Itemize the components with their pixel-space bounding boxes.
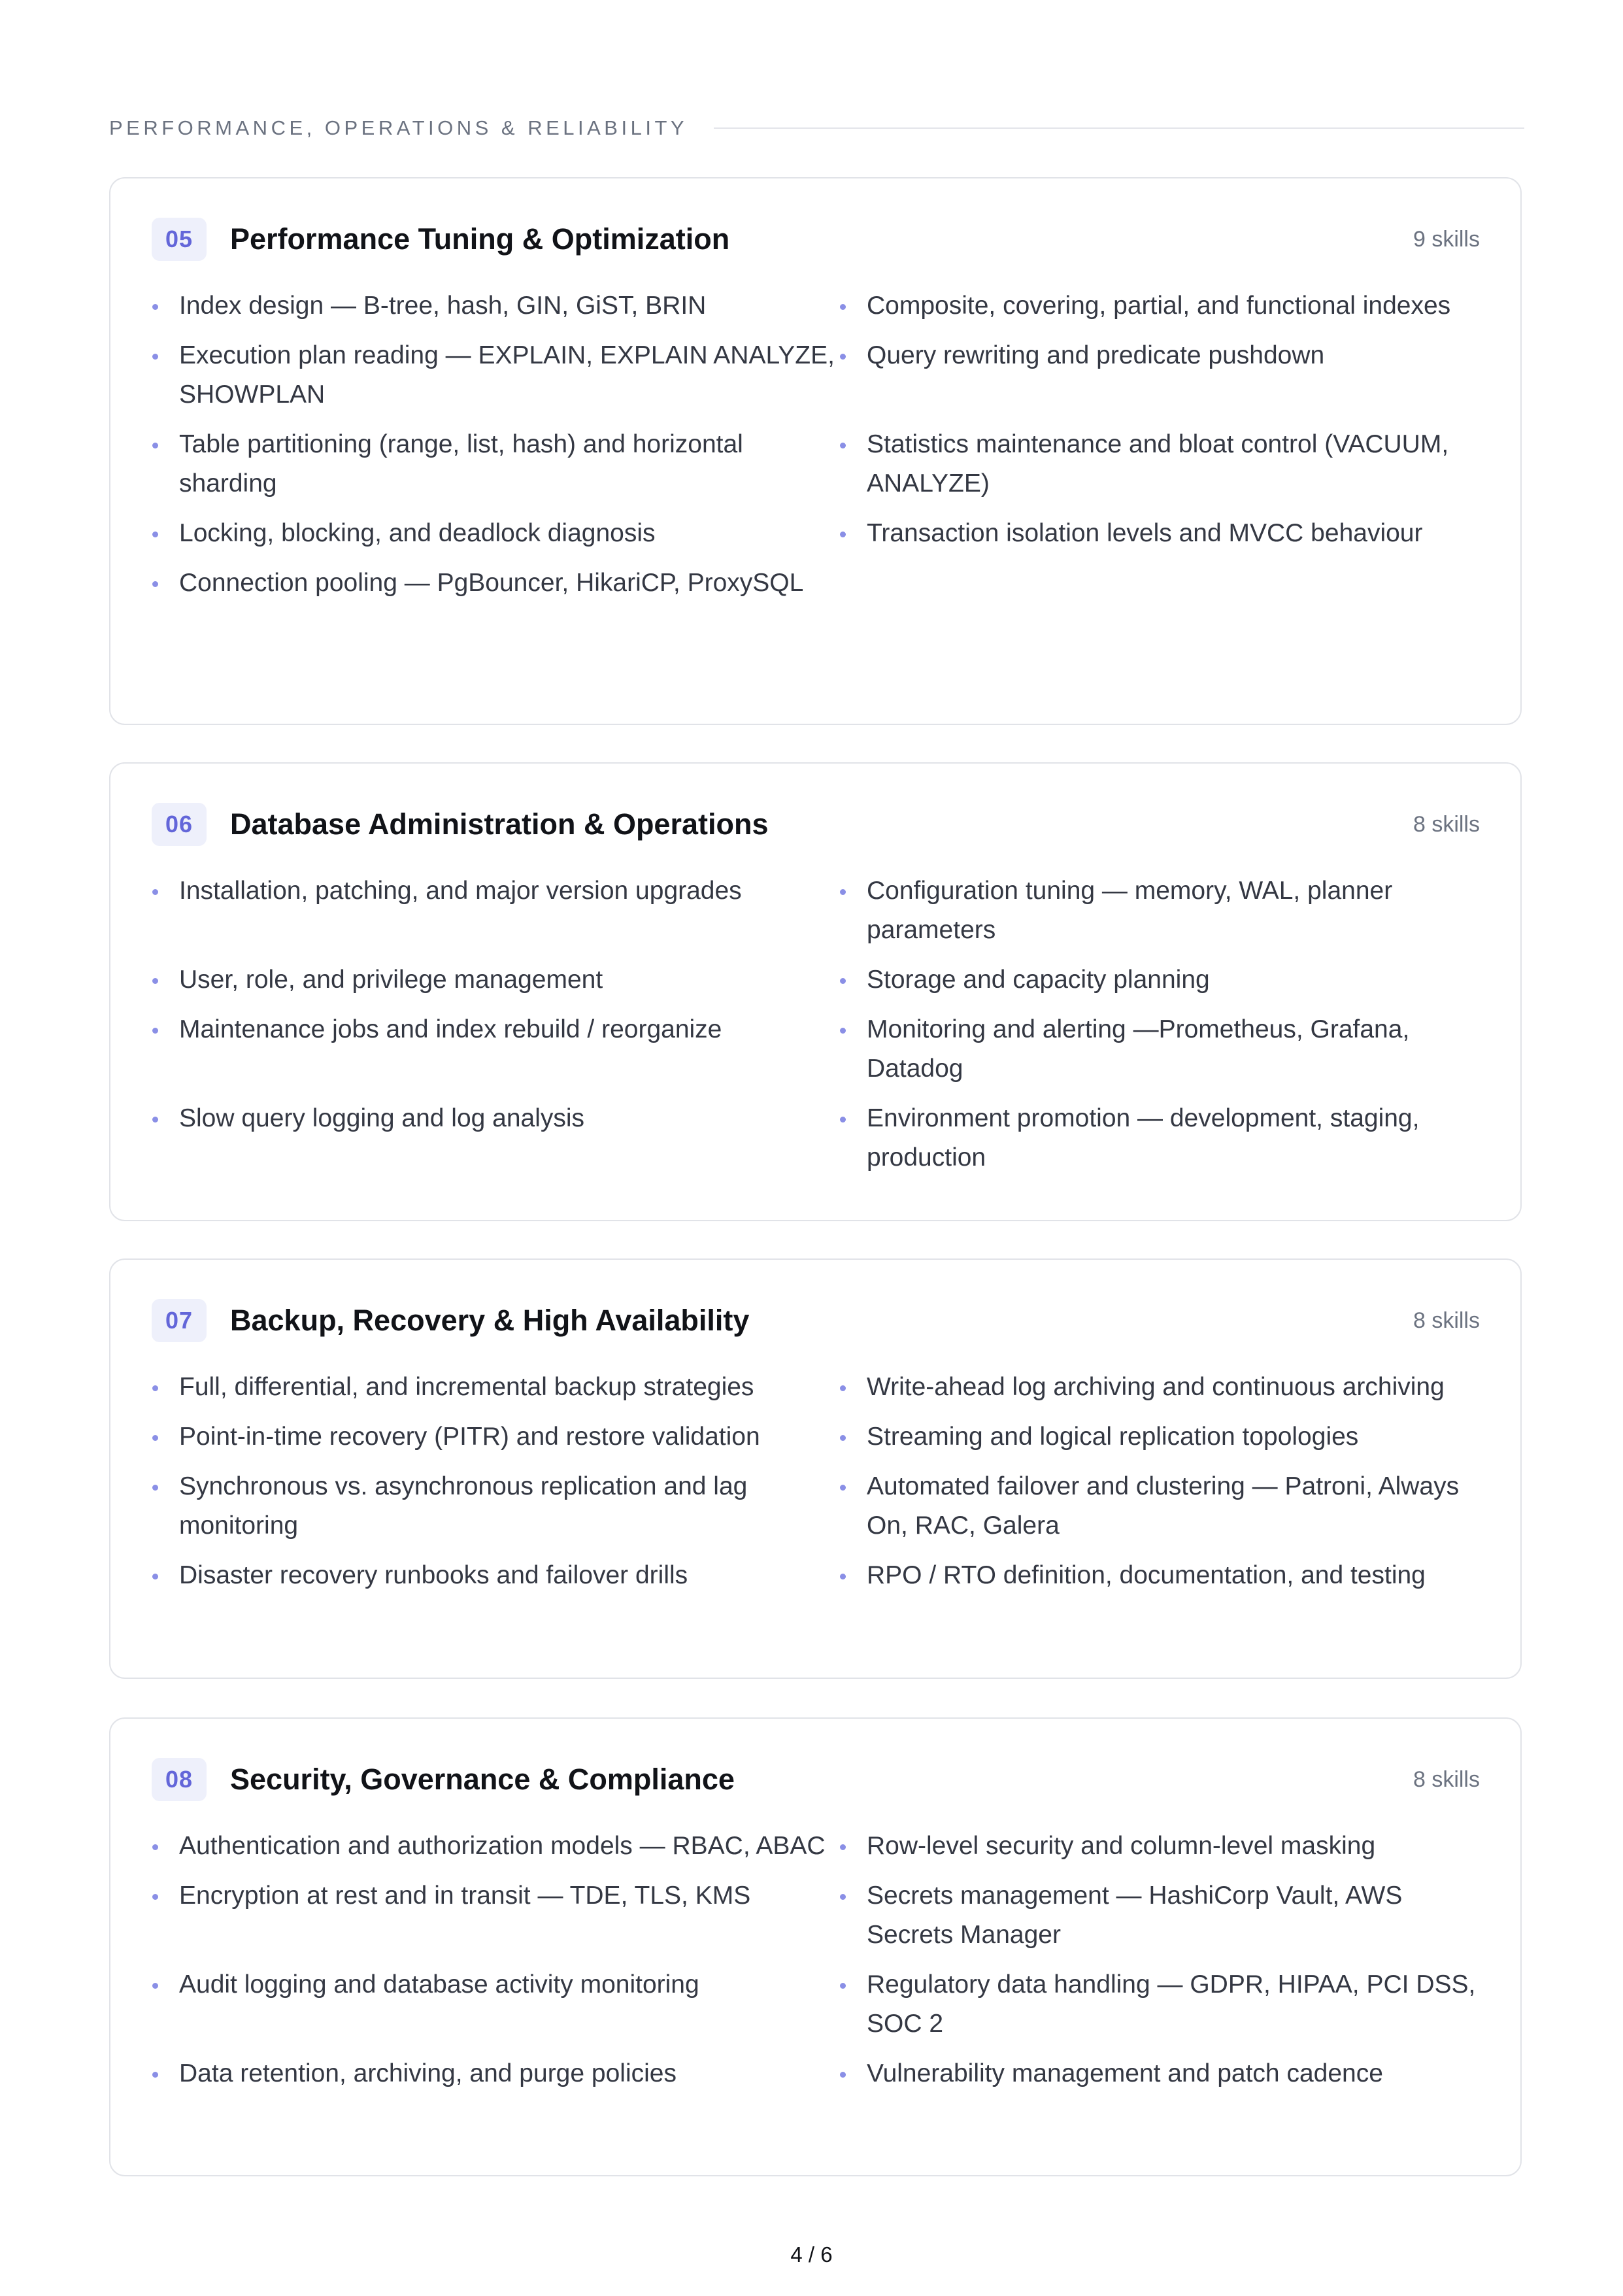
skill-text: Synchronous vs. asynchronous replication and lag monitoring	[179, 1472, 748, 1540]
skill-text: Execution plan reading — EXPLAIN, EXPLAIN ANALYZE, SHOWPLAN	[179, 341, 835, 409]
skill-text: Authentication and authorization models — RBAC, ABAC	[179, 1832, 826, 1860]
skill-text: Write-ahead log archiving and continuous archiving	[867, 1373, 1445, 1401]
card-number-badge: 07	[152, 1299, 207, 1342]
bullet-icon	[840, 1983, 846, 1989]
bullet-icon	[152, 1894, 158, 1900]
card-header	[152, 1298, 1480, 1343]
skill-item	[839, 1010, 1482, 1089]
skill-text: Audit logging and database activity monitoring	[179, 1970, 699, 1999]
bullet-icon	[840, 1385, 846, 1391]
skill-count: 8 skills	[1413, 1308, 1480, 1333]
skill-item	[839, 1827, 1482, 1866]
card-header	[152, 216, 1480, 262]
skill-item	[839, 2054, 1482, 2093]
skill-item	[152, 514, 839, 553]
bullet-icon	[152, 1435, 158, 1441]
skill-item	[839, 1965, 1482, 2044]
bullet-icon	[840, 1485, 846, 1491]
bullet-icon	[152, 1028, 158, 1034]
skill-text: Locking, blocking, and deadlock diagnosis	[179, 519, 656, 547]
skill-item	[152, 960, 839, 1000]
bullet-icon	[840, 1117, 846, 1123]
skill-text: Regulatory data handling — GDPR, HIPAA, PCI DSS, SOC 2	[867, 1970, 1476, 2038]
skill-text: Table partitioning (range, list, hash) and horizontal sharding	[179, 430, 743, 498]
bullet-icon	[152, 1385, 158, 1391]
skill-count: 8 skills	[1413, 811, 1480, 837]
bullet-icon	[152, 581, 158, 587]
skill-text: Vulnerability management and patch cadence	[867, 2059, 1383, 2087]
bullet-icon	[152, 1117, 158, 1123]
skill-text: Maintenance jobs and index rebuild / reorganize	[179, 1015, 722, 1043]
skill-card-administration	[109, 762, 1522, 1221]
bullet-icon	[840, 1028, 846, 1034]
bullet-icon	[840, 2072, 846, 2078]
skill-text: Index design — B-tree, hash, GIN, GiST, BRIN	[179, 292, 707, 320]
bullet-icon	[152, 1983, 158, 1989]
bullet-icon	[840, 889, 846, 895]
page-number: 4 / 6	[790, 2242, 833, 2267]
skill-text: Statistics maintenance and bloat control (VACUUM, ANALYZE)	[867, 430, 1449, 498]
bullet-icon	[840, 1435, 846, 1441]
bullet-icon	[152, 354, 158, 360]
skill-item	[839, 1368, 1482, 1407]
bullet-icon	[152, 978, 158, 984]
skill-text: Secrets management — HashiCorp Vault, AWS Secrets Manager	[867, 1882, 1403, 1949]
card-number-badge: 05	[152, 218, 207, 261]
card-title: Security, Governance & Compliance	[230, 1763, 735, 1796]
skill-item	[152, 286, 839, 326]
skill-list	[152, 286, 1482, 603]
skill-text: Full, differential, and incremental backup strategies	[179, 1373, 754, 1401]
section-title: PERFORMANCE, OPERATIONS & RELIABILITY	[109, 116, 688, 139]
skill-item	[839, 425, 1482, 503]
skill-item	[152, 425, 839, 503]
skill-item	[839, 336, 1482, 414]
card-header	[152, 1757, 1480, 1802]
skill-text: Point-in-time recovery (PITR) and restore validation	[179, 1423, 760, 1451]
skill-item	[152, 1965, 839, 2044]
bullet-icon	[152, 889, 158, 895]
bullet-icon	[840, 354, 846, 360]
skill-item	[839, 960, 1482, 1000]
skill-count: 8 skills	[1413, 1766, 1480, 1792]
card-title: Backup, Recovery & High Availability	[230, 1304, 750, 1337]
card-title: Performance Tuning & Optimization	[230, 222, 730, 256]
skill-item	[152, 1368, 839, 1407]
card-title: Database Administration & Operations	[230, 807, 769, 841]
bullet-icon	[840, 443, 846, 448]
skill-text: Environment promotion — development, staging, production	[867, 1104, 1420, 1172]
card-number-badge: 06	[152, 803, 207, 846]
skill-item	[839, 514, 1482, 553]
skill-item	[839, 871, 1482, 950]
skill-item	[152, 1099, 839, 1177]
skill-list	[152, 871, 1482, 1177]
card-header	[152, 802, 1480, 847]
card-number-badge: 08	[152, 1758, 207, 1801]
skill-item	[839, 286, 1482, 326]
skill-text: Data retention, archiving, and purge policies	[179, 2059, 677, 2087]
skill-count: 9 skills	[1413, 226, 1480, 252]
skill-item	[152, 1876, 839, 1955]
skill-text: Automated failover and clustering — Patroni, Always On, RAC, Galera	[867, 1472, 1460, 1540]
skill-card-security	[109, 1717, 1522, 2176]
bullet-icon	[152, 443, 158, 448]
skill-text: Installation, patching, and major version upgrades	[179, 877, 742, 905]
skill-item	[839, 1876, 1482, 1955]
skill-card-backup	[109, 1258, 1522, 1679]
skill-text: RPO / RTO definition, documentation, and testing	[867, 1561, 1426, 1589]
skill-list	[152, 1827, 1482, 2093]
skill-text: Disaster recovery runbooks and failover drills	[179, 1561, 688, 1589]
skill-item	[152, 1010, 839, 1089]
skill-text: Query rewriting and predicate pushdown	[867, 341, 1325, 369]
bullet-icon	[840, 1574, 846, 1579]
skill-text: User, role, and privilege management	[179, 966, 603, 994]
bullet-icon	[840, 532, 846, 537]
skill-item	[152, 871, 839, 950]
bullet-icon	[840, 304, 846, 310]
skill-text: Storage and capacity planning	[867, 966, 1210, 994]
bullet-icon	[152, 1844, 158, 1850]
section-divider	[714, 127, 1524, 129]
bullet-icon	[152, 1485, 158, 1491]
skill-list	[152, 1368, 1482, 1595]
skill-item	[152, 1827, 839, 1866]
skill-text: Slow query logging and log analysis	[179, 1104, 585, 1132]
section-header	[109, 116, 1524, 140]
skill-text: Encryption at rest and in transit — TDE, TLS, KMS	[179, 1882, 751, 1910]
bullet-icon	[840, 1844, 846, 1850]
bullet-icon	[840, 978, 846, 984]
bullet-icon	[840, 1894, 846, 1900]
bullet-icon	[152, 2072, 158, 2078]
skill-item	[152, 1556, 839, 1595]
skill-item	[839, 1556, 1482, 1595]
skill-text: Configuration tuning — memory, WAL, planner parameters	[867, 877, 1393, 944]
skill-item	[839, 1417, 1482, 1457]
skill-text: Streaming and logical replication topologies	[867, 1423, 1359, 1451]
skill-text: Composite, covering, partial, and functional indexes	[867, 292, 1451, 320]
skill-item	[839, 1099, 1482, 1177]
skill-text: Transaction isolation levels and MVCC behaviour	[867, 519, 1423, 547]
skill-item	[152, 2054, 839, 2093]
skill-card-performance	[109, 177, 1522, 725]
bullet-icon	[152, 1574, 158, 1579]
skill-item	[839, 1467, 1482, 1545]
skill-text: Row-level security and column-level masking	[867, 1832, 1376, 1860]
skill-item	[152, 336, 839, 414]
skill-text: Connection pooling — PgBouncer, HikariCP, ProxySQL	[179, 569, 804, 597]
skill-item	[152, 1417, 839, 1457]
skill-item	[152, 564, 839, 603]
skill-item	[152, 1467, 839, 1545]
skill-text: Monitoring and alerting —Prometheus, Grafana, Datadog	[867, 1015, 1410, 1083]
bullet-icon	[152, 532, 158, 537]
bullet-icon	[152, 304, 158, 310]
